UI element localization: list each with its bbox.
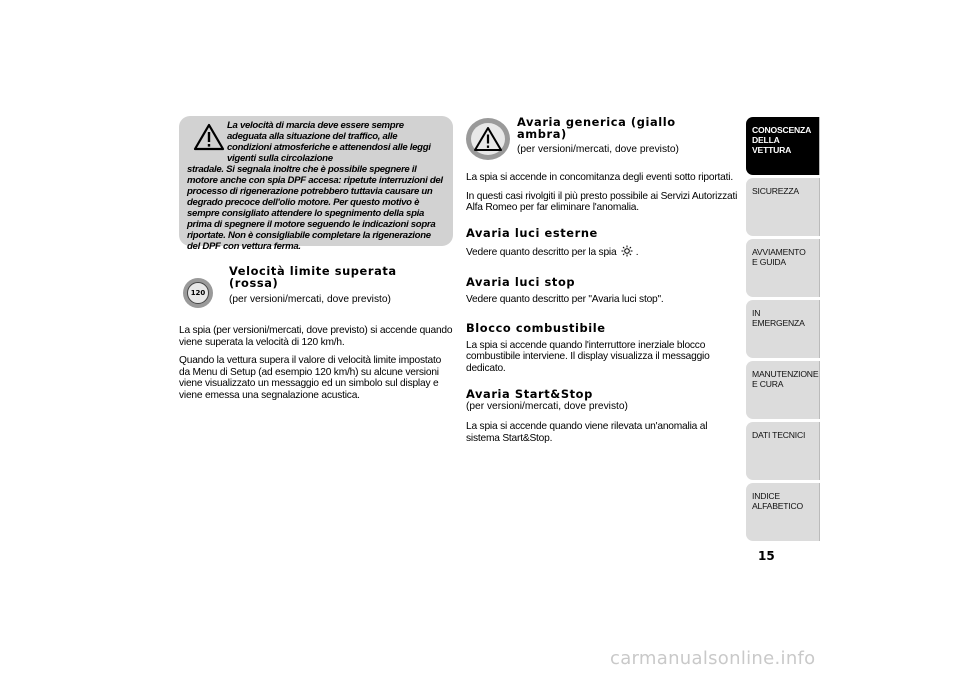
- warning-box: [179, 116, 453, 252]
- generic-subtitle: (per versioni/mercati, dove previsto): [517, 144, 679, 155]
- tab-in-emergenza[interactable]: IN EMERGENZA: [746, 300, 820, 358]
- start-stop-subtitle: (per versioni/mercati, dove previsto): [466, 401, 628, 412]
- warning-text-rest: stradale. Si segnala inoltre che è possibile spegnere il motore anche con spia DPF accesa: ripetute interruzioni del processo di rigenerazione potrebbero tuttavia causare un degrado precoce dell'olio motore. Per questo motivo è sempre consigliato attendere lo spegnimento della spia prima di spegnere il motore seguendo le indicazioni sopra riportate. Non è consigliabile completare la rigenerazione del DPF con vettura ferma.: [187, 164, 443, 252]
- stop-lights-title: Avaria luci stop: [466, 275, 576, 289]
- tab-avviamento-e-guida[interactable]: AVVIAMENTO E GUIDA: [746, 239, 820, 297]
- stop-lights-para: Vedere quanto descritto per "Avaria luci stop".: [466, 294, 664, 305]
- generic-title: Avaria generica (giallo ambra): [517, 115, 676, 141]
- speed-limit-icon: [183, 278, 213, 308]
- ext-lights-para-end: .: [635, 246, 639, 258]
- right-column-body: [466, 172, 738, 444]
- speed-para-1: La spia (per versioni/mercati, dove previsto) si accende quando viene superata la velocità di 120 km/h.: [179, 325, 453, 348]
- tab-indice-alfabetico[interactable]: INDICE ALFABETICO: [746, 483, 820, 541]
- generic-para-2: In questi casi rivolgiti il più presto possibile ai Servizi Autorizzati Alfa Romeo per far eliminare l'anomalia.: [466, 190, 738, 213]
- speed-section-header: [229, 265, 429, 306]
- speed-subtitle: (per versioni/mercati, dove previsto): [229, 294, 391, 305]
- tab-sicurezza[interactable]: SICUREZZA: [746, 178, 820, 236]
- warning-triangle-icon: [473, 125, 503, 153]
- watermark: carmanualsonline.info: [610, 648, 816, 669]
- tab-manutenzione-e-cura[interactable]: MANUTENZIONE E CURA: [746, 361, 820, 419]
- speed-title: Velocità limite superata (rossa): [229, 264, 397, 290]
- start-stop-para: La spia si accende quando viene rilevata un'anomalia al sistema Start&Stop.: [466, 421, 708, 444]
- fuel-block-para: La spia si accende quando l'interruttore inerziale blocco combustibile interviene. Il display visualizza il messaggio dedicato.: [466, 339, 710, 374]
- tab-conoscenza-della-vettura[interactable]: CONOSCENZA DELLA VETTURA: [746, 117, 820, 175]
- warning-text-lead: La velocità di marcia deve essere sempre adeguata alla situazione del traffico, alle condizioni atmosferiche e attenendosi alle leggi vigenti sulla circolazione: [227, 120, 431, 164]
- sun-lamp-icon: [621, 245, 633, 261]
- warning-text: [187, 120, 443, 252]
- generic-section-header: [517, 116, 727, 156]
- tab-dati-tecnici[interactable]: DATI TECNICI: [746, 422, 820, 480]
- speed-para-2: Quando la vettura supera il valore di velocità limite impostato da Menu di Setup (ad esempio 120 km/h) su alcune versioni viene visualizzato un messaggio ed un simbolo sul display e viene emessa una segnalazione acustica.: [179, 355, 442, 401]
- fuel-block-title: Blocco combustibile: [466, 320, 606, 335]
- ext-lights-title: Avaria luci esterne: [466, 225, 598, 240]
- start-stop-title: Avaria Start&Stop: [466, 387, 593, 401]
- generic-para-1: La spia si accende in concomitanza degli eventi sotto riportati.: [466, 172, 733, 183]
- page-number: 15: [758, 549, 775, 563]
- speed-section-body: [179, 325, 453, 401]
- speed-limit-icon-value: 120: [187, 282, 209, 304]
- ext-lights-para: [466, 245, 738, 261]
- ext-lights-para-text: Vedere quanto descritto per la spia: [466, 246, 617, 258]
- warning-triangle-icon: [193, 122, 225, 152]
- generic-failure-icon: [466, 118, 510, 160]
